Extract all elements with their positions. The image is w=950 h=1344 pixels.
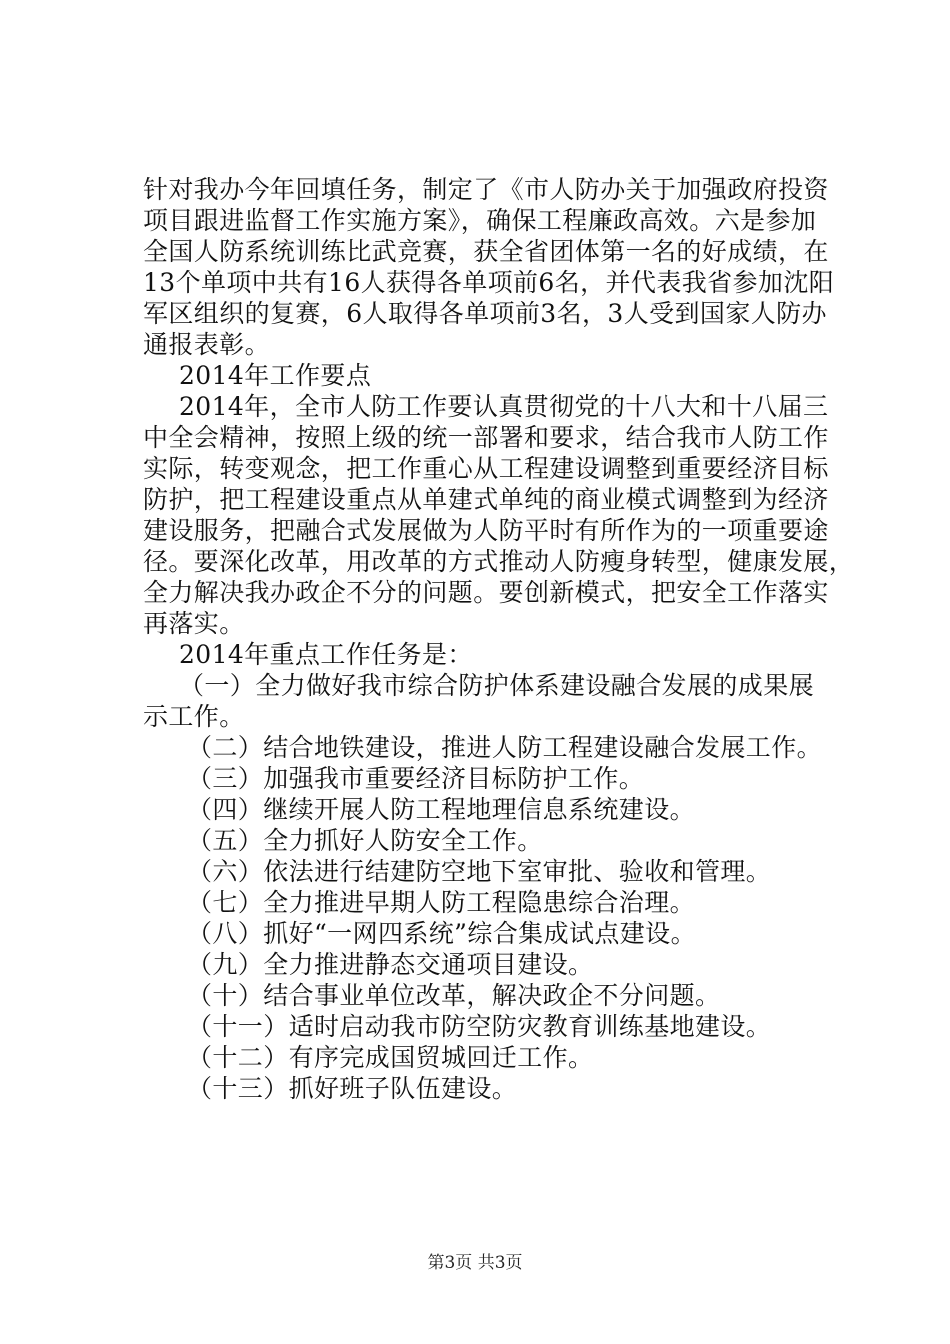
list-item: （八）抓好“一网四系统”综合集成试点建设。 — [187, 919, 696, 948]
list-item: （十三）抓好班子队伍建设。 — [187, 1074, 518, 1103]
page-footer: 第3页 共3页 — [427, 1253, 523, 1273]
text-line: 军区组织的复赛，6人取得各单项前3名，3人受到国家人防办 — [143, 299, 827, 328]
paragraph-summary — [143, 174, 833, 360]
text-line: 示工作。 — [143, 702, 245, 731]
text-line: 全国人防系统训练比武竞赛，获全省团体第一名的好成绩，在 — [143, 237, 829, 266]
list-item: （十一）适时启动我市防空防灾教育训练基地建设。 — [187, 1012, 772, 1041]
list-item: （七）全力推进早期人防工程隐患综合治理。 — [187, 888, 696, 917]
text-line: 实际，转变观念，把工作重心从工程建设调整到重要经济目标 — [143, 454, 829, 483]
document-body — [143, 174, 855, 1104]
section-heading-key-tasks: 2014年重点工作任务是： — [179, 640, 473, 669]
list-item: （四）继续开展人防工程地理信息系统建设。 — [187, 795, 696, 824]
list-item: （六）依法进行结建防空地下室审批、验收和管理。 — [187, 857, 772, 886]
text-line: （一）全力做好我市综合防护体系建设融合发展的成果展 — [179, 671, 815, 700]
list-item: （九）全力推进静态交通项目建设。 — [187, 950, 594, 979]
section-heading-work-points: 2014年工作要点 — [179, 361, 372, 390]
list-item: （五）全力抓好人防安全工作。 — [187, 826, 543, 855]
list-item: （十）结合事业单位改革，解决政企不分问题。 — [187, 981, 721, 1010]
text-line: 再落实。 — [143, 609, 245, 638]
text-line: 中全会精神，按照上级的统一部署和要求，结合我市人防工作 — [143, 423, 829, 452]
text-line: 13个单项中共有16人获得各单项前6名，并代表我省参加沈阳 — [143, 268, 835, 297]
task-list — [143, 732, 833, 1104]
text-line: 通报表彰。 — [143, 330, 271, 359]
text-line: 径。要深化改革，用改革的方式推动人防瘦身转型，健康发展， — [143, 547, 855, 576]
text-line: 2014年，全市人防工作要认真贯彻党的十八大和十八届三 — [179, 392, 829, 421]
text-line: 防护，把工程建设重点从单建式单纯的商业模式调整到为经济 — [143, 485, 829, 514]
task-item-1 — [143, 670, 833, 732]
list-item: （十二）有序完成国贸城回迁工作。 — [187, 1043, 594, 1072]
text-line: 项目跟进监督工作实施方案》，确保工程廉政高效。六是参加 — [143, 206, 817, 235]
text-line: 针对我办今年回填任务，制定了《市人防办关于加强政府投资 — [143, 175, 829, 204]
list-item: （三）加强我市重要经济目标防护工作。 — [187, 764, 645, 793]
paragraph-work-points — [143, 391, 855, 639]
text-line: 全力解决我办政企不分的问题。要创新模式，把安全工作落实 — [143, 578, 829, 607]
text-line: 建设服务，把融合式发展做为人防平时有所作为的一项重要途 — [143, 516, 829, 545]
list-item: （二）结合地铁建设，推进人防工程建设融合发展工作。 — [187, 733, 823, 762]
